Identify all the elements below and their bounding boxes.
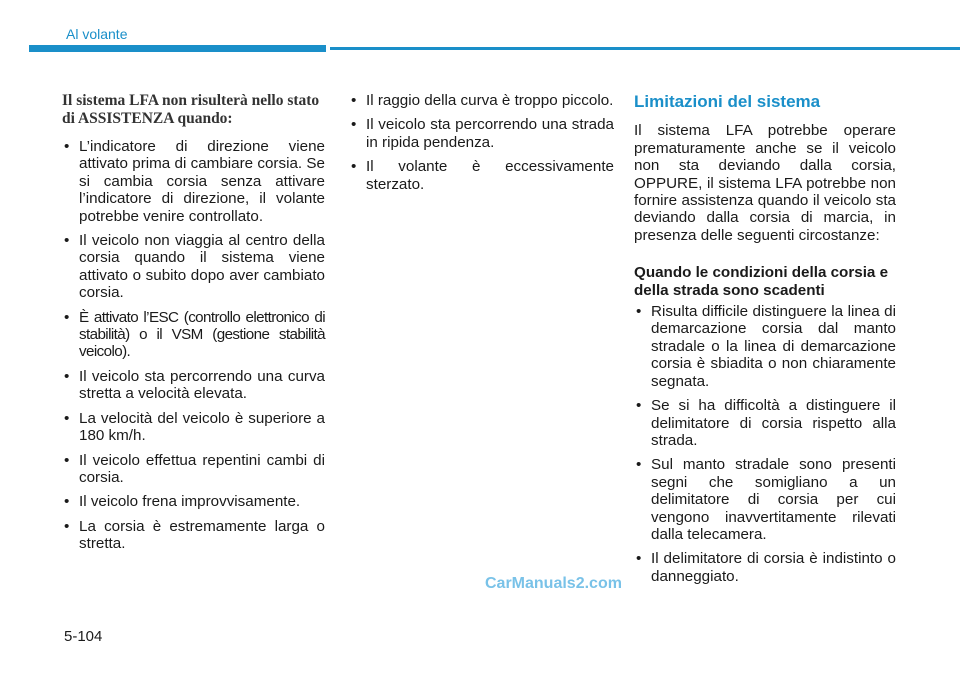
col2-bullet-list: [349, 92, 614, 193]
col1-heading: Il sistema LFA non risulterà nello stato di ASSISTENZA quando:: [62, 92, 320, 127]
list-item: • È attivato l’ESC (controllo elettronico di stabilità) o il VSM (gestione stabilità veicolo).: [62, 309, 325, 361]
section-title: Al volante: [66, 26, 128, 42]
col1-bullet-list: [62, 138, 325, 553]
list-item: • Il volante è eccessivamente sterzato.: [349, 158, 614, 193]
list-item: • Il veicolo frena improvvisamente.: [62, 493, 325, 510]
header-bar-thick: [29, 45, 326, 52]
list-item: • Risulta difficile distinguere la linea di demarcazione corsia dal manto stradale o la linea di demarcazione corsia è sbiadita o non chiaramente segnata.: [634, 303, 896, 390]
list-item: • Sul manto stradale sono presenti segni che somigliano a un delimitatore di corsia per cui vengono inavvertitamente rilevati dalla telecamera.: [634, 456, 896, 543]
list-item: • Il raggio della curva è troppo piccolo.: [349, 92, 614, 109]
col3-paragraph: Il sistema LFA potrebbe operare prematuramente anche se il veicolo non sta deviando dalla corsia, OPPURE, il sistema LFA potrebbe non fornire assistenza quando il veicolo sta deviando dalla corsia di marcia, in presenza delle seguenti circostanze:: [634, 122, 896, 244]
col3-subheading: Quando le condizioni della corsia e della strada sono scadenti: [634, 264, 889, 299]
page-number: 5-104: [64, 628, 103, 645]
column-2: [349, 92, 614, 200]
watermark-link[interactable]: CarManuals2.com: [485, 575, 622, 592]
column-3: [634, 92, 896, 592]
list-item: • Il veicolo sta percorrendo una curva stretta a velocità elevata.: [62, 368, 325, 403]
header-bar-thin: [330, 47, 960, 50]
list-item: • Il veicolo non viaggia al centro della corsia quando il sistema viene attivato o subito dopo aver cambiato corsia.: [62, 232, 325, 302]
list-item: • Il veicolo effettua repentini cambi di corsia.: [62, 452, 325, 487]
list-item: • Se si ha difficoltà a distinguere il delimitatore di corsia rispetto alla strada.: [634, 397, 896, 449]
list-item: • La velocità del veicolo è superiore a 180 km/h.: [62, 410, 325, 445]
list-item: • L’indicatore di direzione viene attivato prima di cambiare corsia. Se si cambia corsia senza attivare l’indicatore di direzione, il volante potrebbe venire controllato.: [62, 138, 325, 225]
col3-bullet-list: [634, 303, 896, 585]
list-item: • Il delimitatore di corsia è indistinto o danneggiato.: [634, 550, 896, 585]
list-item: • Il veicolo sta percorrendo una strada in ripida pendenza.: [349, 116, 614, 151]
list-item: • La corsia è estremamente larga o stretta.: [62, 518, 325, 553]
column-1: [62, 92, 325, 560]
col3-heading: Limitazioni del sistema: [634, 92, 821, 111]
